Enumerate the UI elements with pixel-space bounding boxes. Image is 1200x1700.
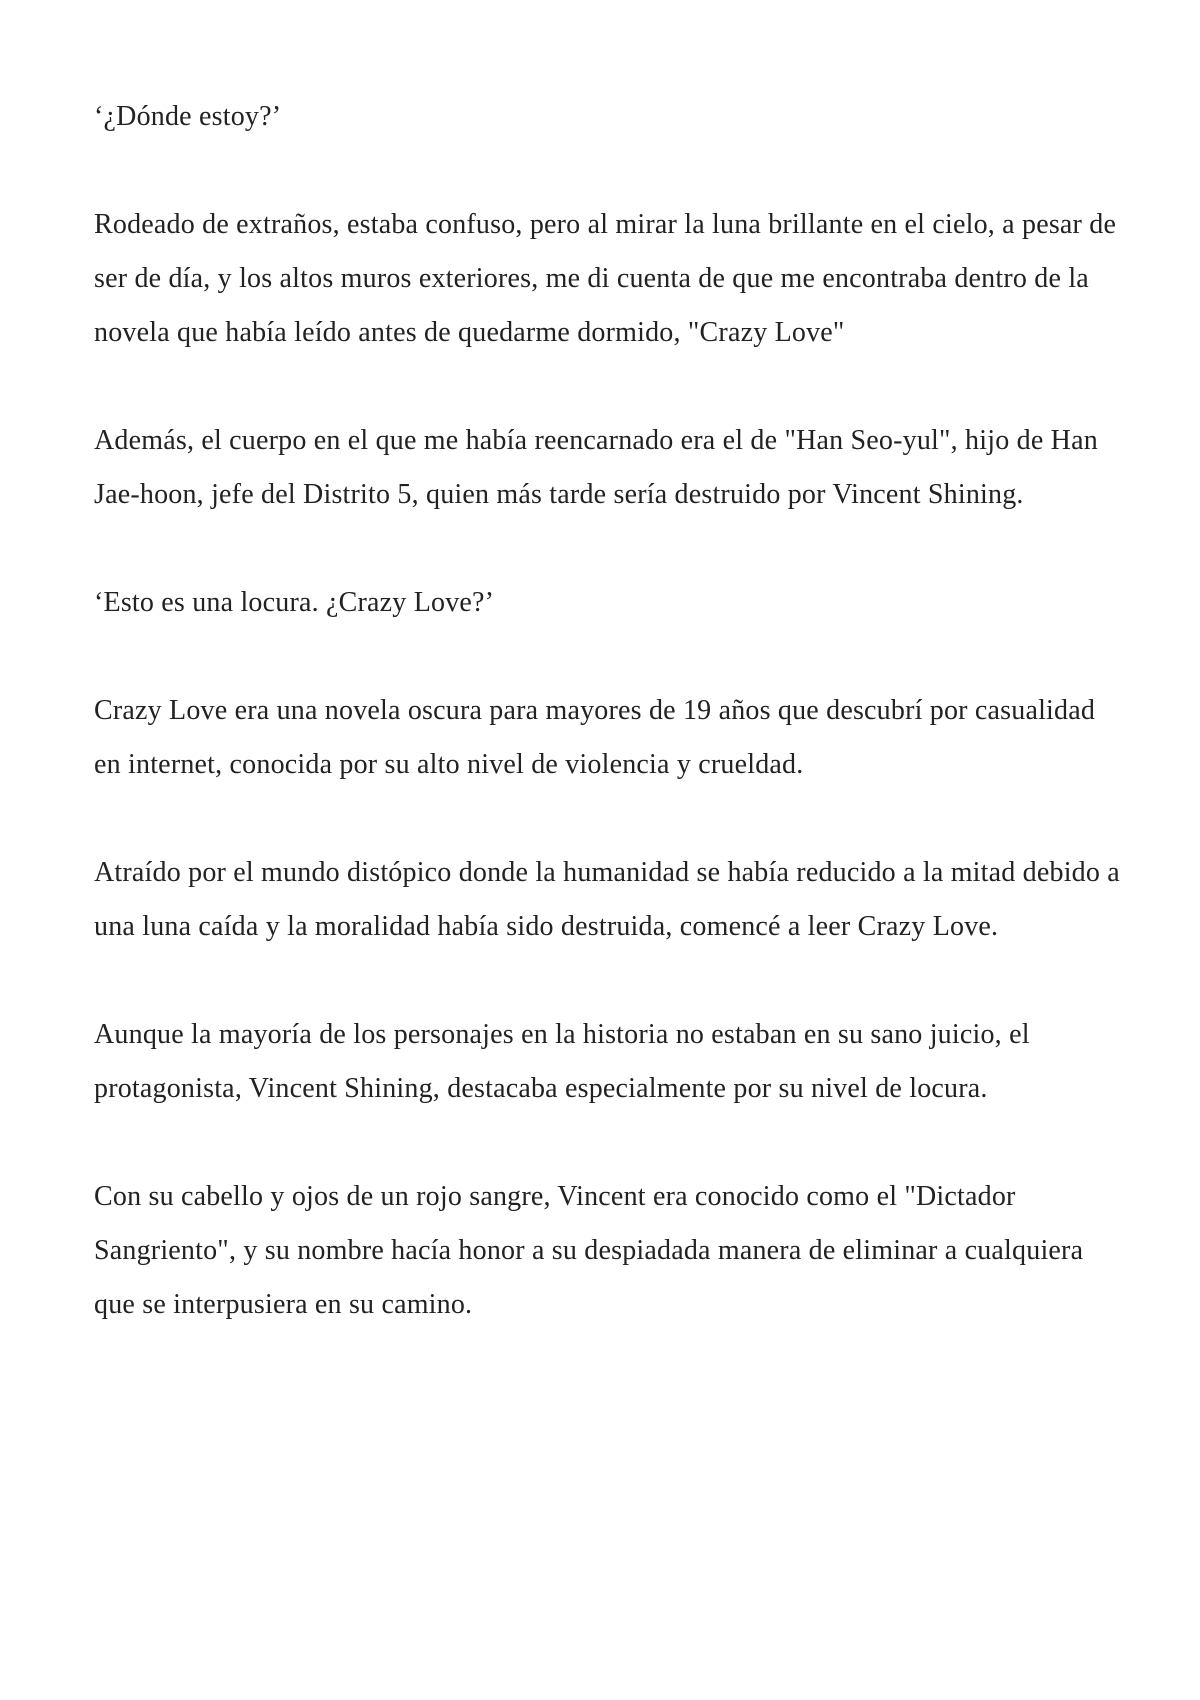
paragraph-reincarnated-body: Además, el cuerpo en el que me había reencarnado era el de "Han Seo-yul", hijo de Han Jae-hoon, jefe del Distrito 5, quien más tarde sería destruido por Vincent Shining. bbox=[94, 425, 1098, 510]
paragraph-this-is-madness: ‘Esto es una locura. ¿Crazy Love?’ bbox=[94, 587, 495, 618]
paragraph-dystopian-world: Atraído por el mundo distópico donde la humanidad se había reducido a la mitad debido a una luna caída y la moralidad había sido destruida, comencé a leer Crazy Love. bbox=[94, 857, 1120, 942]
paragraph-where-am-i: ‘¿Dónde estoy?’ bbox=[94, 101, 282, 132]
paragraph-surrounded-by-strangers: Rodeado de extraños, estaba confuso, pero al mirar la luna brillante en el cielo, a pesar de ser de día, y los altos muros exteriores, me di cuenta de que me encontraba dentro de la novela que había leído antes de quedarme dormido, "Crazy Love" bbox=[94, 209, 1117, 348]
paragraph-protagonist-madness: Aunque la mayoría de los personajes en la historia no estaban en su sano juicio, el protagonista, Vincent Shining, destacaba especialmente por su nivel de locura. bbox=[94, 1019, 1030, 1104]
paragraph-dark-novel: Crazy Love era una novela oscura para mayores de 19 años que descubrí por casualidad en internet, conocida por su alto nivel de violencia y crueldad. bbox=[94, 695, 1096, 780]
paragraph-bloody-dictator: Con su cabello y ojos de un rojo sangre, Vincent era conocido como el "Dictador Sangriento", y su nombre hacía honor a su despiadada manera de eliminar a cualquiera que se interpusiera en su camino. bbox=[94, 1181, 1084, 1320]
